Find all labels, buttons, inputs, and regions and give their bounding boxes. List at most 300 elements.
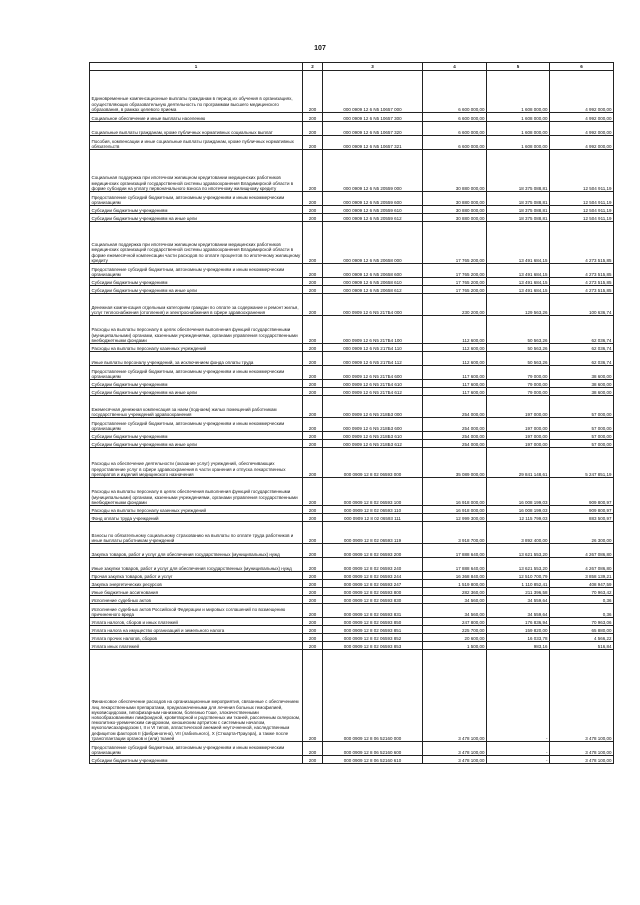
row-code-cell: 200 bbox=[303, 344, 323, 352]
row-code-cell: 200 bbox=[303, 264, 323, 278]
row-executed-cell: 1 608 000,00 bbox=[487, 113, 550, 122]
row-code-cell: 200 bbox=[303, 278, 323, 286]
row-remaining-cell: 12 504 911,19 bbox=[550, 192, 614, 206]
row-remaining-cell: 408 947,59 bbox=[550, 580, 614, 588]
row-code-cell: 200 bbox=[303, 642, 323, 650]
row-executed-cell: - bbox=[487, 756, 550, 764]
row-name-cell: Иные выплаты персоналу учреждений, за исключением фонда оплаты труда bbox=[90, 352, 303, 366]
table-row bbox=[90, 742, 614, 756]
row-approved-cell: 20 600,00 bbox=[423, 634, 487, 642]
row-executed-cell: 13 491 684,15 bbox=[487, 222, 550, 264]
row-remaining-cell: 4 273 515,85 bbox=[550, 264, 614, 278]
row-code-cell: 200 bbox=[303, 634, 323, 642]
row-code-cell: 200 bbox=[303, 522, 323, 544]
row-kbk-cell: 000 0909 12 8 02 06593 850 bbox=[323, 618, 423, 626]
row-remaining-cell: 0,36 bbox=[550, 604, 614, 618]
row-approved-cell: 12 999 300,00 bbox=[423, 514, 487, 522]
row-kbk-cell: 000 0909 12 8 02 06593 830 bbox=[323, 596, 423, 604]
row-code-cell: 200 bbox=[303, 71, 323, 113]
row-code-cell: 200 bbox=[303, 192, 323, 206]
row-name-cell: Предоставление субсидий бюджетным, автономным учреждениям и иным некоммерческим организациям bbox=[90, 418, 303, 432]
row-executed-cell: 1 608 000,00 bbox=[487, 122, 550, 136]
row-name-cell: Субсидии бюджетным учреждениям bbox=[90, 432, 303, 440]
row-code-cell: 200 bbox=[303, 206, 323, 214]
row-kbk-cell: 000 0909 12 8 06 52160 000 bbox=[323, 650, 423, 742]
row-kbk-cell: 000 0909 12 6 N5 20658 600 bbox=[323, 264, 423, 278]
row-kbk-cell: 000 0909 12 8 06 52160 610 bbox=[323, 756, 423, 764]
row-kbk-cell: 000 0909 12 8 02 06593 852 bbox=[323, 634, 423, 642]
row-approved-cell: 17 765 200,00 bbox=[423, 264, 487, 278]
table-row bbox=[90, 478, 614, 506]
budget-execution-table bbox=[89, 62, 614, 764]
row-remaining-cell: 62 036,74 bbox=[550, 316, 614, 344]
row-name-cell: Субсидии бюджетным учреждениям на иные цели bbox=[90, 440, 303, 448]
row-remaining-cell: 57 000,00 bbox=[550, 432, 614, 440]
row-approved-cell: 6 600 000,00 bbox=[423, 136, 487, 150]
row-remaining-cell: 62 036,74 bbox=[550, 344, 614, 352]
table-row bbox=[90, 588, 614, 596]
row-name-cell: Расходы на выплаты персоналу казенных учреждений bbox=[90, 344, 303, 352]
row-kbk-cell: 000 0909 12 8 02 06593 119 bbox=[323, 522, 423, 544]
row-kbk-cell: 000 0909 12 6 N5 217Б4 100 bbox=[323, 316, 423, 344]
row-code-cell: 200 bbox=[303, 558, 323, 572]
row-approved-cell: 6 600 000,00 bbox=[423, 122, 487, 136]
header-cell-approved: 4 bbox=[423, 63, 487, 71]
row-executed-cell: 983,16 bbox=[487, 642, 550, 650]
row-approved-cell: 230 200,00 bbox=[423, 294, 487, 316]
row-code-cell: 200 bbox=[303, 506, 323, 514]
row-name-cell: Единовременные компенсационные выплаты гражданам в период их обучения в организациях, осуществляющих образовательную деятельность по программам высшего медицинского образования, в рамках целевого приема bbox=[90, 71, 303, 113]
row-kbk-cell: 000 0909 12 6 N5 217Б4 600 bbox=[323, 366, 423, 380]
row-remaining-cell: 0,36 bbox=[550, 596, 614, 604]
row-executed-cell: 12 115 799,03 bbox=[487, 514, 550, 522]
row-kbk-cell: 000 0909 12 8 02 06593 000 bbox=[323, 448, 423, 478]
row-name-cell: Закупка товаров, работ и услуг для обеспечения государственных (муниципальных) нужд bbox=[90, 544, 303, 558]
row-kbk-cell: 000 0909 12 6 N5 217Б4 610 bbox=[323, 380, 423, 388]
table-row bbox=[90, 206, 614, 214]
page-number: 107 bbox=[314, 45, 326, 52]
row-approved-cell: 30 880 000,00 bbox=[423, 150, 487, 192]
table-row bbox=[90, 150, 614, 192]
table-row bbox=[90, 650, 614, 742]
row-kbk-cell: 000 0909 12 8 06 52160 600 bbox=[323, 742, 423, 756]
row-code-cell: 200 bbox=[303, 388, 323, 396]
row-executed-cell: 18 375 088,81 bbox=[487, 192, 550, 206]
row-name-cell: Уплата иных платежей bbox=[90, 642, 303, 650]
row-code-cell: 200 bbox=[303, 352, 323, 366]
row-kbk-cell: 000 0909 12 6 N5 10657 300 bbox=[323, 113, 423, 122]
row-executed-cell: 3 892 400,00 bbox=[487, 522, 550, 544]
row-code-cell: 200 bbox=[303, 150, 323, 192]
row-approved-cell: 34 560,00 bbox=[423, 596, 487, 604]
row-executed-cell: 13 491 684,15 bbox=[487, 278, 550, 286]
row-remaining-cell: 26 300,00 bbox=[550, 522, 614, 544]
row-remaining-cell: 3 478 100,00 bbox=[550, 742, 614, 756]
row-code-cell: 200 bbox=[303, 742, 323, 756]
row-name-cell: Субсидии бюджетным учреждениям на иные цели bbox=[90, 388, 303, 396]
row-code-cell: 200 bbox=[303, 604, 323, 618]
row-approved-cell: 1 519 800,00 bbox=[423, 580, 487, 588]
row-executed-cell: 34 559,64 bbox=[487, 596, 550, 604]
row-code-cell: 200 bbox=[303, 478, 323, 506]
row-kbk-cell: 000 0909 12 6 N5 20559 000 bbox=[323, 150, 423, 192]
row-kbk-cell: 000 0909 12 6 N5 10657 321 bbox=[323, 136, 423, 150]
row-executed-cell: 176 836,94 bbox=[487, 618, 550, 626]
row-code-cell: 200 bbox=[303, 448, 323, 478]
row-kbk-cell: 000 0909 12 6 N5 20658 610 bbox=[323, 278, 423, 286]
row-approved-cell: 35 089 000,00 bbox=[423, 448, 487, 478]
row-name-cell: Субсидии бюджетным учреждениям bbox=[90, 380, 303, 388]
row-code-cell: 200 bbox=[303, 432, 323, 440]
row-executed-cell: 197 000,00 bbox=[487, 440, 550, 448]
row-kbk-cell: 000 0909 12 8 02 06593 800 bbox=[323, 588, 423, 596]
row-executed-cell: 29 841 148,61 bbox=[487, 448, 550, 478]
table-row bbox=[90, 448, 614, 478]
row-kbk-cell: 000 0909 12 8 02 06593 831 bbox=[323, 604, 423, 618]
row-name-cell: Социальная поддержка при ипотечном жилищном кредитовании медицинских работников медицинских организаций государственной системы здравоохранения Владимирской области в форме субсидии на уплату первоначального взноса по ипотечному жилищному кредиту bbox=[90, 150, 303, 192]
row-kbk-cell: 000 0909 12 6 N5 218Б3 600 bbox=[323, 418, 423, 432]
row-remaining-cell: 62 036,74 bbox=[550, 352, 614, 366]
row-name-cell: Фонд оплаты труда учреждений bbox=[90, 514, 303, 522]
header-cell-code: 2 bbox=[303, 63, 323, 71]
row-executed-cell: 34 559,64 bbox=[487, 604, 550, 618]
row-name-cell: Иные закупки товаров, работ и услуг для обеспечения государственных (муниципальных) нужд bbox=[90, 558, 303, 572]
row-kbk-cell: 000 0909 12 8 02 06593 111 bbox=[323, 514, 423, 522]
row-approved-cell: 254 000,00 bbox=[423, 432, 487, 440]
row-remaining-cell: 65 880,00 bbox=[550, 626, 614, 634]
row-executed-cell: 1 608 000,00 bbox=[487, 136, 550, 150]
header-cell-executed: 5 bbox=[487, 63, 550, 71]
row-kbk-cell: 000 0909 12 6 N5 217Б4 112 bbox=[323, 352, 423, 366]
table-row bbox=[90, 366, 614, 380]
table-row bbox=[90, 278, 614, 286]
row-remaining-cell: 4 273 515,85 bbox=[550, 222, 614, 264]
row-remaining-cell: 909 800,97 bbox=[550, 506, 614, 514]
row-executed-cell: 79 000,00 bbox=[487, 366, 550, 380]
row-code-cell: 200 bbox=[303, 222, 323, 264]
row-kbk-cell: 000 0909 12 8 02 06593 200 bbox=[323, 544, 423, 558]
table-row bbox=[90, 572, 614, 580]
row-name-cell: Расходы на обеспечение деятельности (оказание услуг) учреждений, обеспечивающих предоставление услуг в сфере здравоохранения в части хранения и отпуска лекарственных препаратов и изделий медицинского назначения bbox=[90, 448, 303, 478]
table-row bbox=[90, 344, 614, 352]
row-name-cell: Взносы по обязательному социальному страхованию на выплаты по оплате труда работников и иные выплаты работникам учреждений bbox=[90, 522, 303, 544]
row-code-cell: 200 bbox=[303, 316, 323, 344]
row-name-cell: Иные бюджетные ассигнования bbox=[90, 588, 303, 596]
row-approved-cell: 3 478 100,00 bbox=[423, 742, 487, 756]
row-executed-cell: 79 000,00 bbox=[487, 388, 550, 396]
row-approved-cell: 3 478 100,00 bbox=[423, 756, 487, 764]
row-remaining-cell: 12 504 911,19 bbox=[550, 206, 614, 214]
row-code-cell: 200 bbox=[303, 588, 323, 596]
row-remaining-cell: 4 992 000,00 bbox=[550, 113, 614, 122]
row-code-cell: 200 bbox=[303, 572, 323, 580]
row-name-cell: Исполнение судебных актов bbox=[90, 596, 303, 604]
table-row bbox=[90, 558, 614, 572]
row-executed-cell: 16 033,78 bbox=[487, 634, 550, 642]
row-executed-cell: 159 820,00 bbox=[487, 626, 550, 634]
row-approved-cell: 117 600,00 bbox=[423, 366, 487, 380]
row-remaining-cell: 4 273 515,85 bbox=[550, 286, 614, 294]
row-kbk-cell: 000 0909 12 6 N5 20559 600 bbox=[323, 192, 423, 206]
row-kbk-cell: 000 0909 12 8 02 06593 240 bbox=[323, 558, 423, 572]
row-name-cell: Предоставление субсидий бюджетным, автономным учреждениям и иным некоммерческим организациям bbox=[90, 366, 303, 380]
table-row bbox=[90, 544, 614, 558]
row-name-cell: Расходы на выплаты персоналу в целях обеспечения выполнения функций государственными (муниципальными) органами, казенными учреждениями, органами управления государственными внебюджетными фондами bbox=[90, 478, 303, 506]
row-name-cell: Прочая закупка товаров, работ и услуг bbox=[90, 572, 303, 580]
row-name-cell: Субсидии бюджетным учреждениям bbox=[90, 756, 303, 764]
table-row bbox=[90, 352, 614, 366]
table-row bbox=[90, 71, 614, 113]
row-approved-cell: 16 918 000,00 bbox=[423, 478, 487, 506]
row-code-cell: 200 bbox=[303, 122, 323, 136]
row-kbk-cell: 000 0909 12 6 N5 218Б3 612 bbox=[323, 440, 423, 448]
row-kbk-cell: 000 0909 12 6 N5 10657 320 bbox=[323, 122, 423, 136]
row-approved-cell: 6 600 000,00 bbox=[423, 113, 487, 122]
table-row bbox=[90, 113, 614, 122]
row-name-cell: Уплата прочих налогов, сборов bbox=[90, 634, 303, 642]
row-kbk-cell: 000 0909 12 8 02 06593 247 bbox=[323, 580, 423, 588]
table-row bbox=[90, 634, 614, 642]
row-remaining-cell: 4 566,22 bbox=[550, 634, 614, 642]
row-approved-cell: 30 880 000,00 bbox=[423, 192, 487, 206]
row-executed-cell: 50 563,26 bbox=[487, 344, 550, 352]
row-approved-cell: 254 000,00 bbox=[423, 396, 487, 418]
row-kbk-cell: 000 0909 12 8 02 06593 853 bbox=[323, 642, 423, 650]
row-kbk-cell: 000 0909 12 6 N5 20559 612 bbox=[323, 214, 423, 222]
row-kbk-cell: 000 0909 12 6 N5 20559 610 bbox=[323, 206, 423, 214]
row-executed-cell: 18 375 088,81 bbox=[487, 150, 550, 192]
row-executed-cell: - bbox=[487, 650, 550, 742]
row-approved-cell: 112 600,00 bbox=[423, 316, 487, 344]
row-name-cell: Субсидии бюджетным учреждениям на иные цели bbox=[90, 286, 303, 294]
row-approved-cell: 17 888 640,00 bbox=[423, 558, 487, 572]
row-remaining-cell: 4 273 515,85 bbox=[550, 278, 614, 286]
row-name-cell: Уплата налога на имущество организаций и земельного налога bbox=[90, 626, 303, 634]
table-row bbox=[90, 440, 614, 448]
row-executed-cell: 79 000,00 bbox=[487, 380, 550, 388]
header-cell-kbk: 3 bbox=[323, 63, 423, 71]
row-name-cell: Субсидии бюджетным учреждениям bbox=[90, 206, 303, 214]
row-name-cell: Социальное обеспечение и иные выплаты населению bbox=[90, 113, 303, 122]
row-executed-cell: 18 375 088,81 bbox=[487, 214, 550, 222]
table-row bbox=[90, 286, 614, 294]
row-kbk-cell: 000 0909 12 6 N5 217Б4 612 bbox=[323, 388, 423, 396]
row-code-cell: 200 bbox=[303, 396, 323, 418]
row-kbk-cell: 000 0909 12 6 N5 10657 000 bbox=[323, 71, 423, 113]
row-code-cell: 200 bbox=[303, 440, 323, 448]
row-kbk-cell: 000 0909 12 8 02 06593 110 bbox=[323, 506, 423, 514]
row-code-cell: 200 bbox=[303, 294, 323, 316]
table-row bbox=[90, 604, 614, 618]
row-code-cell: 200 bbox=[303, 626, 323, 634]
row-approved-cell: 16 918 000,00 bbox=[423, 506, 487, 514]
row-code-cell: 200 bbox=[303, 618, 323, 626]
row-name-cell: Расходы на выплаты персоналу казенных учреждений bbox=[90, 506, 303, 514]
row-name-cell: Предоставление субсидий бюджетным, автономным учреждениям и иным некоммерческим организациям bbox=[90, 264, 303, 278]
row-name-cell: Финансовое обеспечение расходов на организационные мероприятия, связанные с обеспечением лиц лекарственными препаратами, предназначенными для лечения больных гемофилией, муковисцидозом, гипофизарным нанизмом, болезнью Гоше, злокачественными новообразованиями лимфоидной, кроветворной и родственных им тканей, рассеянным склерозом, гемолитико-уремическим синдромом, юношеским артритом с системным началом, мукополисахаридозом I, II и VI типов, апластической анемией неуточненной, наследственным дефицитом факторов II (фибриногена), VII (лабильного), X (Стюарта-Прауэра), а также после трансплантации органов и (или) тканей bbox=[90, 650, 303, 742]
table-row bbox=[90, 264, 614, 278]
table-row bbox=[90, 192, 614, 206]
row-approved-cell: 30 880 000,00 bbox=[423, 206, 487, 214]
table-row bbox=[90, 222, 614, 264]
row-kbk-cell: 000 0909 12 6 N5 217Б4 000 bbox=[323, 294, 423, 316]
row-remaining-cell: 70 963,42 bbox=[550, 588, 614, 596]
row-executed-cell: 50 563,26 bbox=[487, 316, 550, 344]
row-approved-cell: 3 478 100,00 bbox=[423, 650, 487, 742]
row-remaining-cell: 3 478 100,00 bbox=[550, 756, 614, 764]
row-kbk-cell: 000 0909 12 6 N5 218Б3 610 bbox=[323, 432, 423, 440]
row-remaining-cell: 4 267 086,80 bbox=[550, 558, 614, 572]
row-name-cell: Закупка энергетических ресурсов bbox=[90, 580, 303, 588]
row-approved-cell: 112 600,00 bbox=[423, 344, 487, 352]
row-executed-cell: 16 008 199,03 bbox=[487, 506, 550, 514]
row-name-cell: Уплата налогов, сборов и иных платежей bbox=[90, 618, 303, 626]
table-row bbox=[90, 294, 614, 316]
row-kbk-cell: 000 0909 12 6 N5 20658 000 bbox=[323, 222, 423, 264]
row-kbk-cell: 000 0909 12 8 02 06593 100 bbox=[323, 478, 423, 506]
row-remaining-cell: 4 992 000,00 bbox=[550, 136, 614, 150]
row-code-cell: 200 bbox=[303, 380, 323, 388]
row-approved-cell: 17 888 640,00 bbox=[423, 544, 487, 558]
row-approved-cell: 254 000,00 bbox=[423, 440, 487, 448]
row-remaining-cell: 4 267 086,80 bbox=[550, 544, 614, 558]
table-row bbox=[90, 396, 614, 418]
row-name-cell: Денежная компенсация отдельным категориям граждан по оплате за содержание и ремонт жилья, услуг теплоснабжения (отопления) и электроснабжения в сфере здравоохранения bbox=[90, 294, 303, 316]
table-row bbox=[90, 214, 614, 222]
row-executed-cell: - bbox=[487, 742, 550, 756]
row-remaining-cell: 12 504 911,19 bbox=[550, 150, 614, 192]
row-name-cell: Предоставление субсидий бюджетным, автономным учреждениям и иным некоммерческим организациям bbox=[90, 742, 303, 756]
row-code-cell: 200 bbox=[303, 113, 323, 122]
row-remaining-cell: 4 992 000,00 bbox=[550, 122, 614, 136]
table-row bbox=[90, 618, 614, 626]
row-name-cell: Ежемесячная денежная компенсация за наем (поднаем) жилых помещений работникам государственных учреждений здравоохранения bbox=[90, 396, 303, 418]
row-approved-cell: 282 360,00 bbox=[423, 588, 487, 596]
row-approved-cell: 6 600 000,00 bbox=[423, 71, 487, 113]
row-code-cell: 200 bbox=[303, 514, 323, 522]
table-row bbox=[90, 418, 614, 432]
row-name-cell: Социальная поддержка при ипотечном жилищном кредитовании медицинских работников медицинских организаций государственной системы здравоохранения Владимирской области в форме ежемесячной компенсации части расходов по оплате процентов по ипотечному жилищному кредиту bbox=[90, 222, 303, 264]
row-code-cell: 200 bbox=[303, 596, 323, 604]
row-executed-cell: 129 563,26 bbox=[487, 294, 550, 316]
row-remaining-cell: 57 000,00 bbox=[550, 440, 614, 448]
table-row bbox=[90, 432, 614, 440]
row-remaining-cell: 516,84 bbox=[550, 642, 614, 650]
row-approved-cell: 34 560,00 bbox=[423, 604, 487, 618]
row-executed-cell: 1 608 000,00 bbox=[487, 71, 550, 113]
row-executed-cell: 13 621 553,20 bbox=[487, 544, 550, 558]
row-code-cell: 200 bbox=[303, 214, 323, 222]
table-row bbox=[90, 506, 614, 514]
table-row bbox=[90, 136, 614, 150]
row-executed-cell: 12 510 700,79 bbox=[487, 572, 550, 580]
row-approved-cell: 225 700,00 bbox=[423, 626, 487, 634]
table-row bbox=[90, 756, 614, 764]
row-remaining-cell: 38 600,00 bbox=[550, 388, 614, 396]
table-row bbox=[90, 388, 614, 396]
row-name-cell: Предоставление субсидий бюджетным, автономным учреждениям и иным некоммерческим организациям bbox=[90, 192, 303, 206]
row-executed-cell: 13 491 684,15 bbox=[487, 264, 550, 278]
row-executed-cell: 16 008 199,03 bbox=[487, 478, 550, 506]
row-name-cell: Пособия, компенсации и иные социальные выплаты гражданам, кроме публичных нормативных обязательств bbox=[90, 136, 303, 150]
row-approved-cell: 16 368 840,00 bbox=[423, 572, 487, 580]
table-row bbox=[90, 122, 614, 136]
row-remaining-cell: 38 600,00 bbox=[550, 380, 614, 388]
table-row bbox=[90, 514, 614, 522]
table-row bbox=[90, 580, 614, 588]
row-kbk-cell: 000 0909 12 6 N5 20658 612 bbox=[323, 286, 423, 294]
table-row bbox=[90, 626, 614, 634]
row-approved-cell: 117 600,00 bbox=[423, 380, 487, 388]
row-remaining-cell: 3 858 139,21 bbox=[550, 572, 614, 580]
header-cell-name: 1 bbox=[90, 63, 303, 71]
row-executed-cell: 18 375 088,81 bbox=[487, 206, 550, 214]
row-kbk-cell: 000 0909 12 6 N5 218Б3 000 bbox=[323, 396, 423, 418]
row-remaining-cell: 5 247 851,19 bbox=[550, 448, 614, 478]
table-row bbox=[90, 522, 614, 544]
row-executed-cell: 1 110 852,41 bbox=[487, 580, 550, 588]
row-approved-cell: 17 765 200,00 bbox=[423, 222, 487, 264]
row-approved-cell: 254 000,00 bbox=[423, 418, 487, 432]
row-code-cell: 200 bbox=[303, 418, 323, 432]
header-cell-remaining: 6 bbox=[550, 63, 614, 71]
row-remaining-cell: 12 504 911,19 bbox=[550, 214, 614, 222]
row-code-cell: 200 bbox=[303, 544, 323, 558]
table-header-row bbox=[90, 63, 614, 71]
row-executed-cell: 211 396,58 bbox=[487, 588, 550, 596]
row-approved-cell: 1 500,00 bbox=[423, 642, 487, 650]
row-name-cell: Субсидии бюджетным учреждениям bbox=[90, 278, 303, 286]
table-row bbox=[90, 596, 614, 604]
row-remaining-cell: 57 000,00 bbox=[550, 396, 614, 418]
row-remaining-cell: 3 478 100,00 bbox=[550, 650, 614, 742]
row-remaining-cell: 70 963,06 bbox=[550, 618, 614, 626]
table-row bbox=[90, 316, 614, 344]
row-kbk-cell: 000 0909 12 8 02 06593 851 bbox=[323, 626, 423, 634]
row-remaining-cell: 883 500,97 bbox=[550, 514, 614, 522]
table-row bbox=[90, 642, 614, 650]
row-name-cell: Субсидии бюджетным учреждениям на иные цели bbox=[90, 214, 303, 222]
row-approved-cell: 3 918 700,00 bbox=[423, 522, 487, 544]
row-approved-cell: 30 880 000,00 bbox=[423, 214, 487, 222]
row-code-cell: 200 bbox=[303, 136, 323, 150]
row-remaining-cell: 4 992 000,00 bbox=[550, 71, 614, 113]
row-code-cell: 200 bbox=[303, 366, 323, 380]
row-executed-cell: 197 000,00 bbox=[487, 396, 550, 418]
row-code-cell: 200 bbox=[303, 756, 323, 764]
row-approved-cell: 247 800,00 bbox=[423, 618, 487, 626]
row-name-cell: Исполнение судебных актов Российской Федерации и мировых соглашений по возмещению причиненного вреда bbox=[90, 604, 303, 618]
row-remaining-cell: 57 000,00 bbox=[550, 418, 614, 432]
row-name-cell: Расходы на выплаты персоналу в целях обеспечения выполнения функций государственными (муниципальными) органами, казенными учреждениями, органами управления государственными внебюджетными фондами bbox=[90, 316, 303, 344]
row-code-cell: 200 bbox=[303, 286, 323, 294]
row-approved-cell: 117 600,00 bbox=[423, 388, 487, 396]
row-remaining-cell: 100 636,74 bbox=[550, 294, 614, 316]
row-approved-cell: 17 765 200,00 bbox=[423, 278, 487, 286]
table-row bbox=[90, 380, 614, 388]
row-code-cell: 200 bbox=[303, 580, 323, 588]
row-approved-cell: 112 600,00 bbox=[423, 352, 487, 366]
row-code-cell: 200 bbox=[303, 650, 323, 742]
row-executed-cell: 197 000,00 bbox=[487, 432, 550, 440]
row-name-cell: Социальные выплаты гражданам, кроме публичных нормативных социальных выплат bbox=[90, 122, 303, 136]
row-executed-cell: 13 491 684,15 bbox=[487, 286, 550, 294]
row-kbk-cell: 000 0909 12 6 N5 217Б4 110 bbox=[323, 344, 423, 352]
row-executed-cell: 197 000,00 bbox=[487, 418, 550, 432]
row-executed-cell: 13 621 553,20 bbox=[487, 558, 550, 572]
row-kbk-cell: 000 0909 12 8 02 06593 244 bbox=[323, 572, 423, 580]
row-executed-cell: 50 563,26 bbox=[487, 352, 550, 366]
